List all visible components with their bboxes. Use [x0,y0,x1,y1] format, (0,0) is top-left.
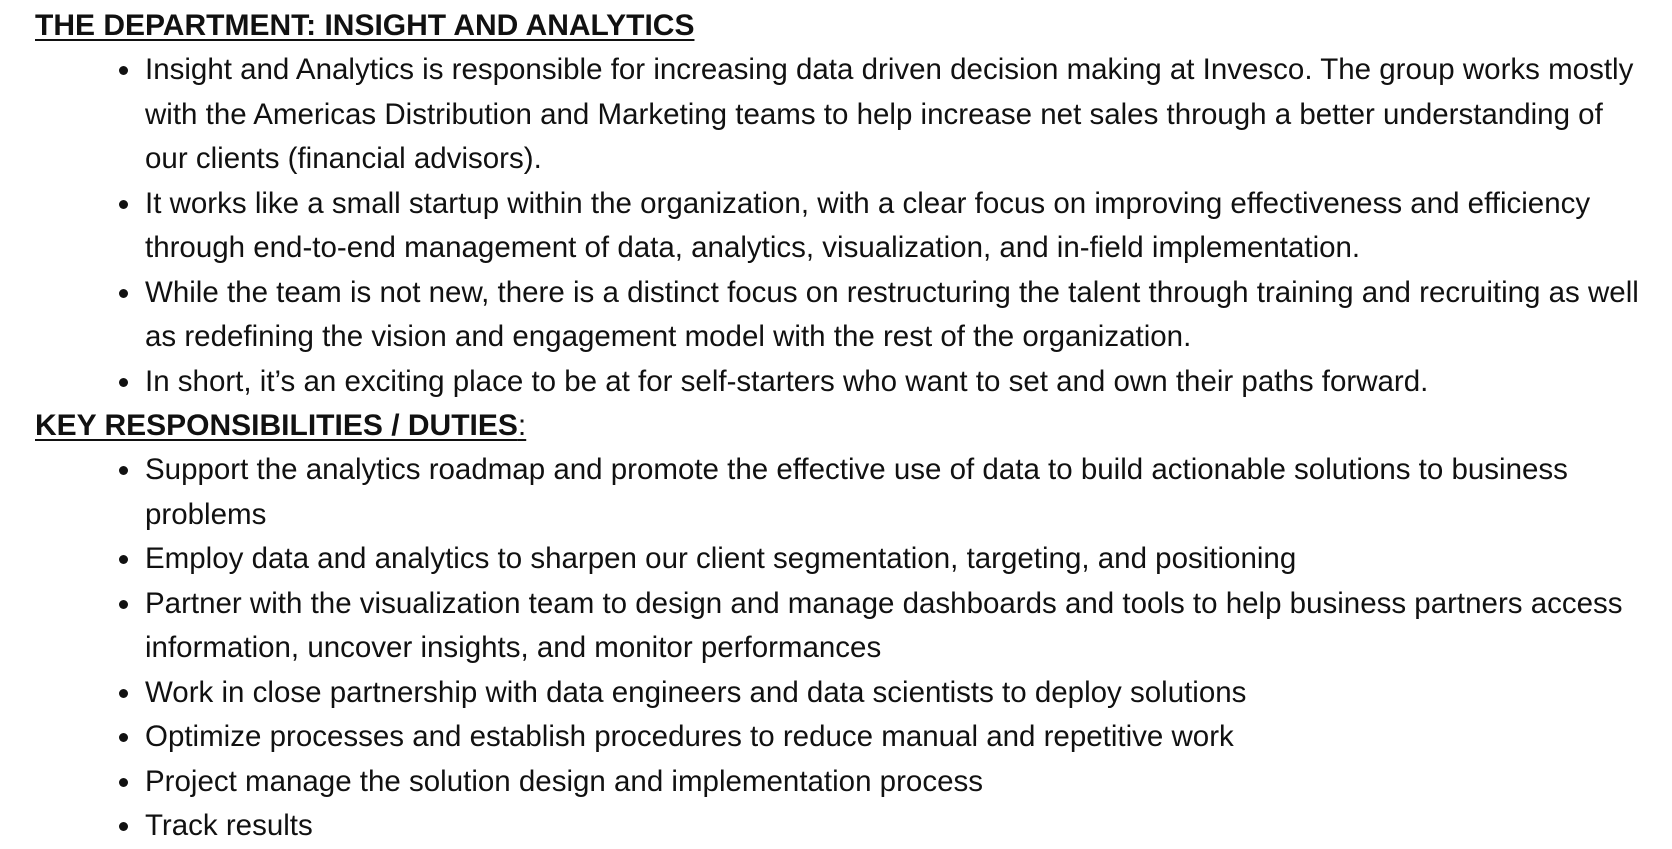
list-item-text: Partner with the visualization team to design and manage dashboards and tools to help business partners access information, uncover insights, and monitor performances [145,586,1623,664]
bullet-icon [119,555,128,564]
bullet-icon [119,778,128,787]
responsibilities-bullet-list [35,448,1672,849]
list-item [145,537,1672,582]
list-item-text: Track results [145,809,313,842]
list-item [145,182,1672,271]
bullet-icon [119,600,128,609]
list-item-text: Support the analytics roadmap and promote the effective use of data to build actionable solutions to business problems [145,453,1568,531]
list-item-text: Work in close partnership with data engineers and data scientists to deploy solutions [145,675,1247,709]
list-item [145,582,1672,671]
department-section [35,4,1672,404]
list-item-text: Employ data and analytics to sharpen our client segmentation, targeting, and positioning [145,542,1297,575]
section-heading-department [35,4,1672,48]
section-heading-responsibilities [35,404,1672,448]
heading-suffix: : [517,409,527,442]
bullet-icon [119,822,128,831]
list-item-text: Insight and Analytics is responsible for increasing data driven decision making at Invesco. The group works mostly with the Americas Distribution and Marketing teams to help increase net sales through a better understanding of our clients (financial advisors). [145,53,1634,175]
list-item [145,804,1672,849]
list-item-text: Project manage the solution design and implementation process [145,764,983,798]
heading-text: KEY RESPONSIBILITIES / DUTIES [35,409,518,442]
department-bullet-list [35,48,1672,404]
list-item [145,671,1672,716]
bullet-icon [119,200,128,209]
bullet-icon [119,289,128,298]
responsibilities-section [35,404,1672,849]
list-item-text: Optimize processes and establish procedures to reduce manual and repetitive work [145,720,1234,753]
bullet-icon [119,66,128,75]
list-item-text: While the team is not new, there is a distinct focus on restructuring the talent through training and recruiting as well as redefining the vision and engagement model with the rest of the organization. [145,275,1639,353]
list-item-text: It works like a small startup within the organization, with a clear focus on improving effectiveness and efficiency through end-to-end management of data, analytics, visualization, and in-field implementation. [145,186,1591,264]
bullet-icon [119,733,128,742]
bullet-icon [119,466,128,475]
list-item [145,760,1672,805]
heading-text: THE DEPARTMENT: INSIGHT AND ANALYTICS [35,9,695,42]
list-item-text: In short, it’s an exciting place to be at for self-starters who want to set and own their paths forward. [145,364,1429,398]
list-item [145,271,1672,360]
bullet-icon [119,378,128,387]
list-item [145,715,1672,760]
list-item [145,48,1672,182]
list-item [145,360,1672,405]
list-item [145,448,1672,537]
bullet-icon [119,689,128,698]
